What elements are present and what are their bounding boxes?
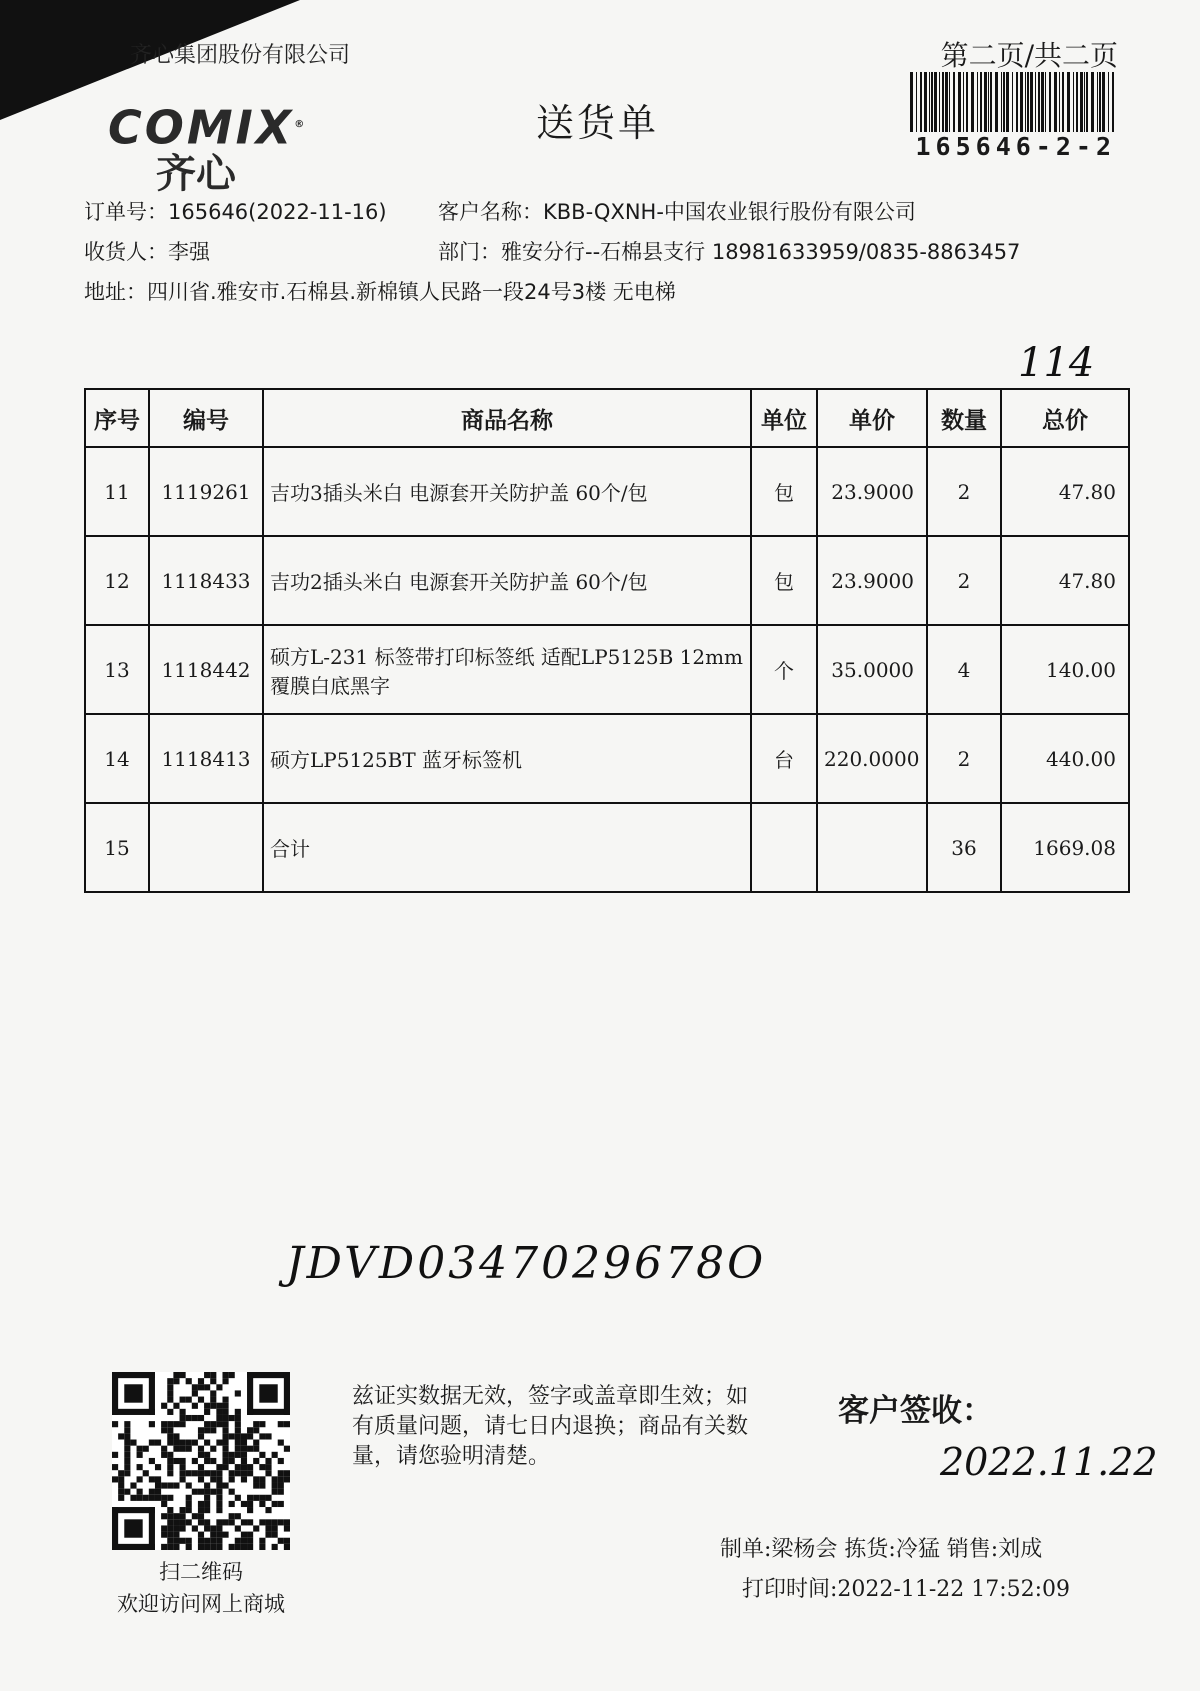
document-title: 送货单 xyxy=(536,101,660,145)
cell-total-quantity: 36 xyxy=(927,803,1001,892)
cell-code xyxy=(149,803,263,892)
handwritten-count: 114 xyxy=(1018,340,1095,386)
items-table xyxy=(84,388,1130,893)
cell-quantity: 4 xyxy=(927,625,1001,714)
header-total: 总价 xyxy=(1001,389,1129,447)
cell-unit xyxy=(751,803,817,892)
header-code: 编号 xyxy=(149,389,263,447)
cell-quantity: 2 xyxy=(927,714,1001,803)
company-name: 齐心集团股份有限公司 xyxy=(130,43,351,68)
receiver: 收货人：李强 xyxy=(84,240,210,264)
comix-logo xyxy=(108,100,338,196)
header-product-name: 商品名称 xyxy=(263,389,751,447)
staff-info: 制单:梁杨会 拣货:冷猛 销售:刘成 xyxy=(720,1537,1043,1562)
logo-chinese: 齐心 xyxy=(156,151,236,198)
cell-seq: 13 xyxy=(85,625,149,714)
cell-quantity: 2 xyxy=(927,447,1001,536)
cell-total: 140.00 xyxy=(1001,625,1129,714)
handwritten-sign-date: 2022.11.22 xyxy=(940,1440,1158,1484)
header-quantity: 数量 xyxy=(927,389,1001,447)
cell-seq: 15 xyxy=(85,803,149,892)
cell-unit-price xyxy=(817,803,927,892)
cell-unit: 台 xyxy=(751,714,817,803)
cell-product: 硕方L-231 标签带打印标签纸 适配LP5125B 12mm覆膜白底黑字 xyxy=(263,625,751,714)
address: 地址：四川省.雅安市.石棉县.新棉镇人民路一段24号3楼 无电梯 xyxy=(84,280,676,304)
notice-text: 兹证实数据无效，签字或盖章即生效；如有质量问题，请七日内退换；商品有关数量，请您验明清楚。 xyxy=(352,1384,749,1469)
page-indicator: 第二页/共二页 xyxy=(940,39,1118,72)
print-time: 打印时间:2022-11-22 17:52:09 xyxy=(742,1577,1071,1602)
table-row xyxy=(85,447,1129,536)
cell-total-label: 合计 xyxy=(263,803,751,892)
table-row xyxy=(85,536,1129,625)
cell-unit: 个 xyxy=(751,625,817,714)
cell-product: 吉功2插头米白 电源套开关防护盖 60个/包 xyxy=(263,536,751,625)
table-row xyxy=(85,714,1129,803)
cell-product: 吉功3插头米白 电源套开关防护盖 60个/包 xyxy=(263,447,751,536)
cell-code: 1118442 xyxy=(149,625,263,714)
cell-unit-price: 220.0000 xyxy=(817,714,927,803)
cell-seq: 12 xyxy=(85,536,149,625)
cell-seq: 14 xyxy=(85,714,149,803)
customer-name: 客户名称：KBB-QXNH-中国农业银行股份有限公司 xyxy=(438,200,916,224)
customer-signature-label: 客户签收： xyxy=(838,1393,993,1429)
cell-total: 440.00 xyxy=(1001,714,1129,803)
cell-grand-total: 1669.08 xyxy=(1001,803,1129,892)
qr-caption-mall: 欢迎访问网上商城 xyxy=(117,1592,285,1616)
table-header-row xyxy=(85,389,1129,447)
cell-total: 47.80 xyxy=(1001,536,1129,625)
cell-product: 硕方LP5125BT 蓝牙标签机 xyxy=(263,714,751,803)
cell-unit-price: 23.9000 xyxy=(817,447,927,536)
qr-code-icon xyxy=(112,1372,290,1550)
table-row xyxy=(85,625,1129,714)
header-seq: 序号 xyxy=(85,389,149,447)
cell-code: 1118413 xyxy=(149,714,263,803)
logo-english: COMIX® xyxy=(108,100,308,155)
handwritten-tracking-number: JDVD0347029678O xyxy=(286,1238,767,1289)
qr-caption xyxy=(96,1556,306,1620)
order-number: 订单号：165646(2022-11-16) xyxy=(84,200,387,224)
cell-quantity: 2 xyxy=(927,536,1001,625)
cell-unit: 包 xyxy=(751,447,817,536)
table-total-row xyxy=(85,803,1129,892)
cell-unit: 包 xyxy=(751,536,817,625)
barcode-number: 165646-2-2 xyxy=(915,132,1116,161)
cell-code: 1119261 xyxy=(149,447,263,536)
cell-unit-price: 23.9000 xyxy=(817,536,927,625)
cell-code: 1118433 xyxy=(149,536,263,625)
barcode-icon xyxy=(908,72,1118,132)
cell-seq: 11 xyxy=(85,447,149,536)
qr-caption-scan: 扫二维码 xyxy=(159,1560,243,1584)
header-unit-price: 单价 xyxy=(817,389,927,447)
cell-unit-price: 35.0000 xyxy=(817,625,927,714)
department: 部门：雅安分行--石棉县支行 18981633959/0835-8863457 xyxy=(438,240,1021,264)
header-unit: 单位 xyxy=(751,389,817,447)
cell-total: 47.80 xyxy=(1001,447,1129,536)
